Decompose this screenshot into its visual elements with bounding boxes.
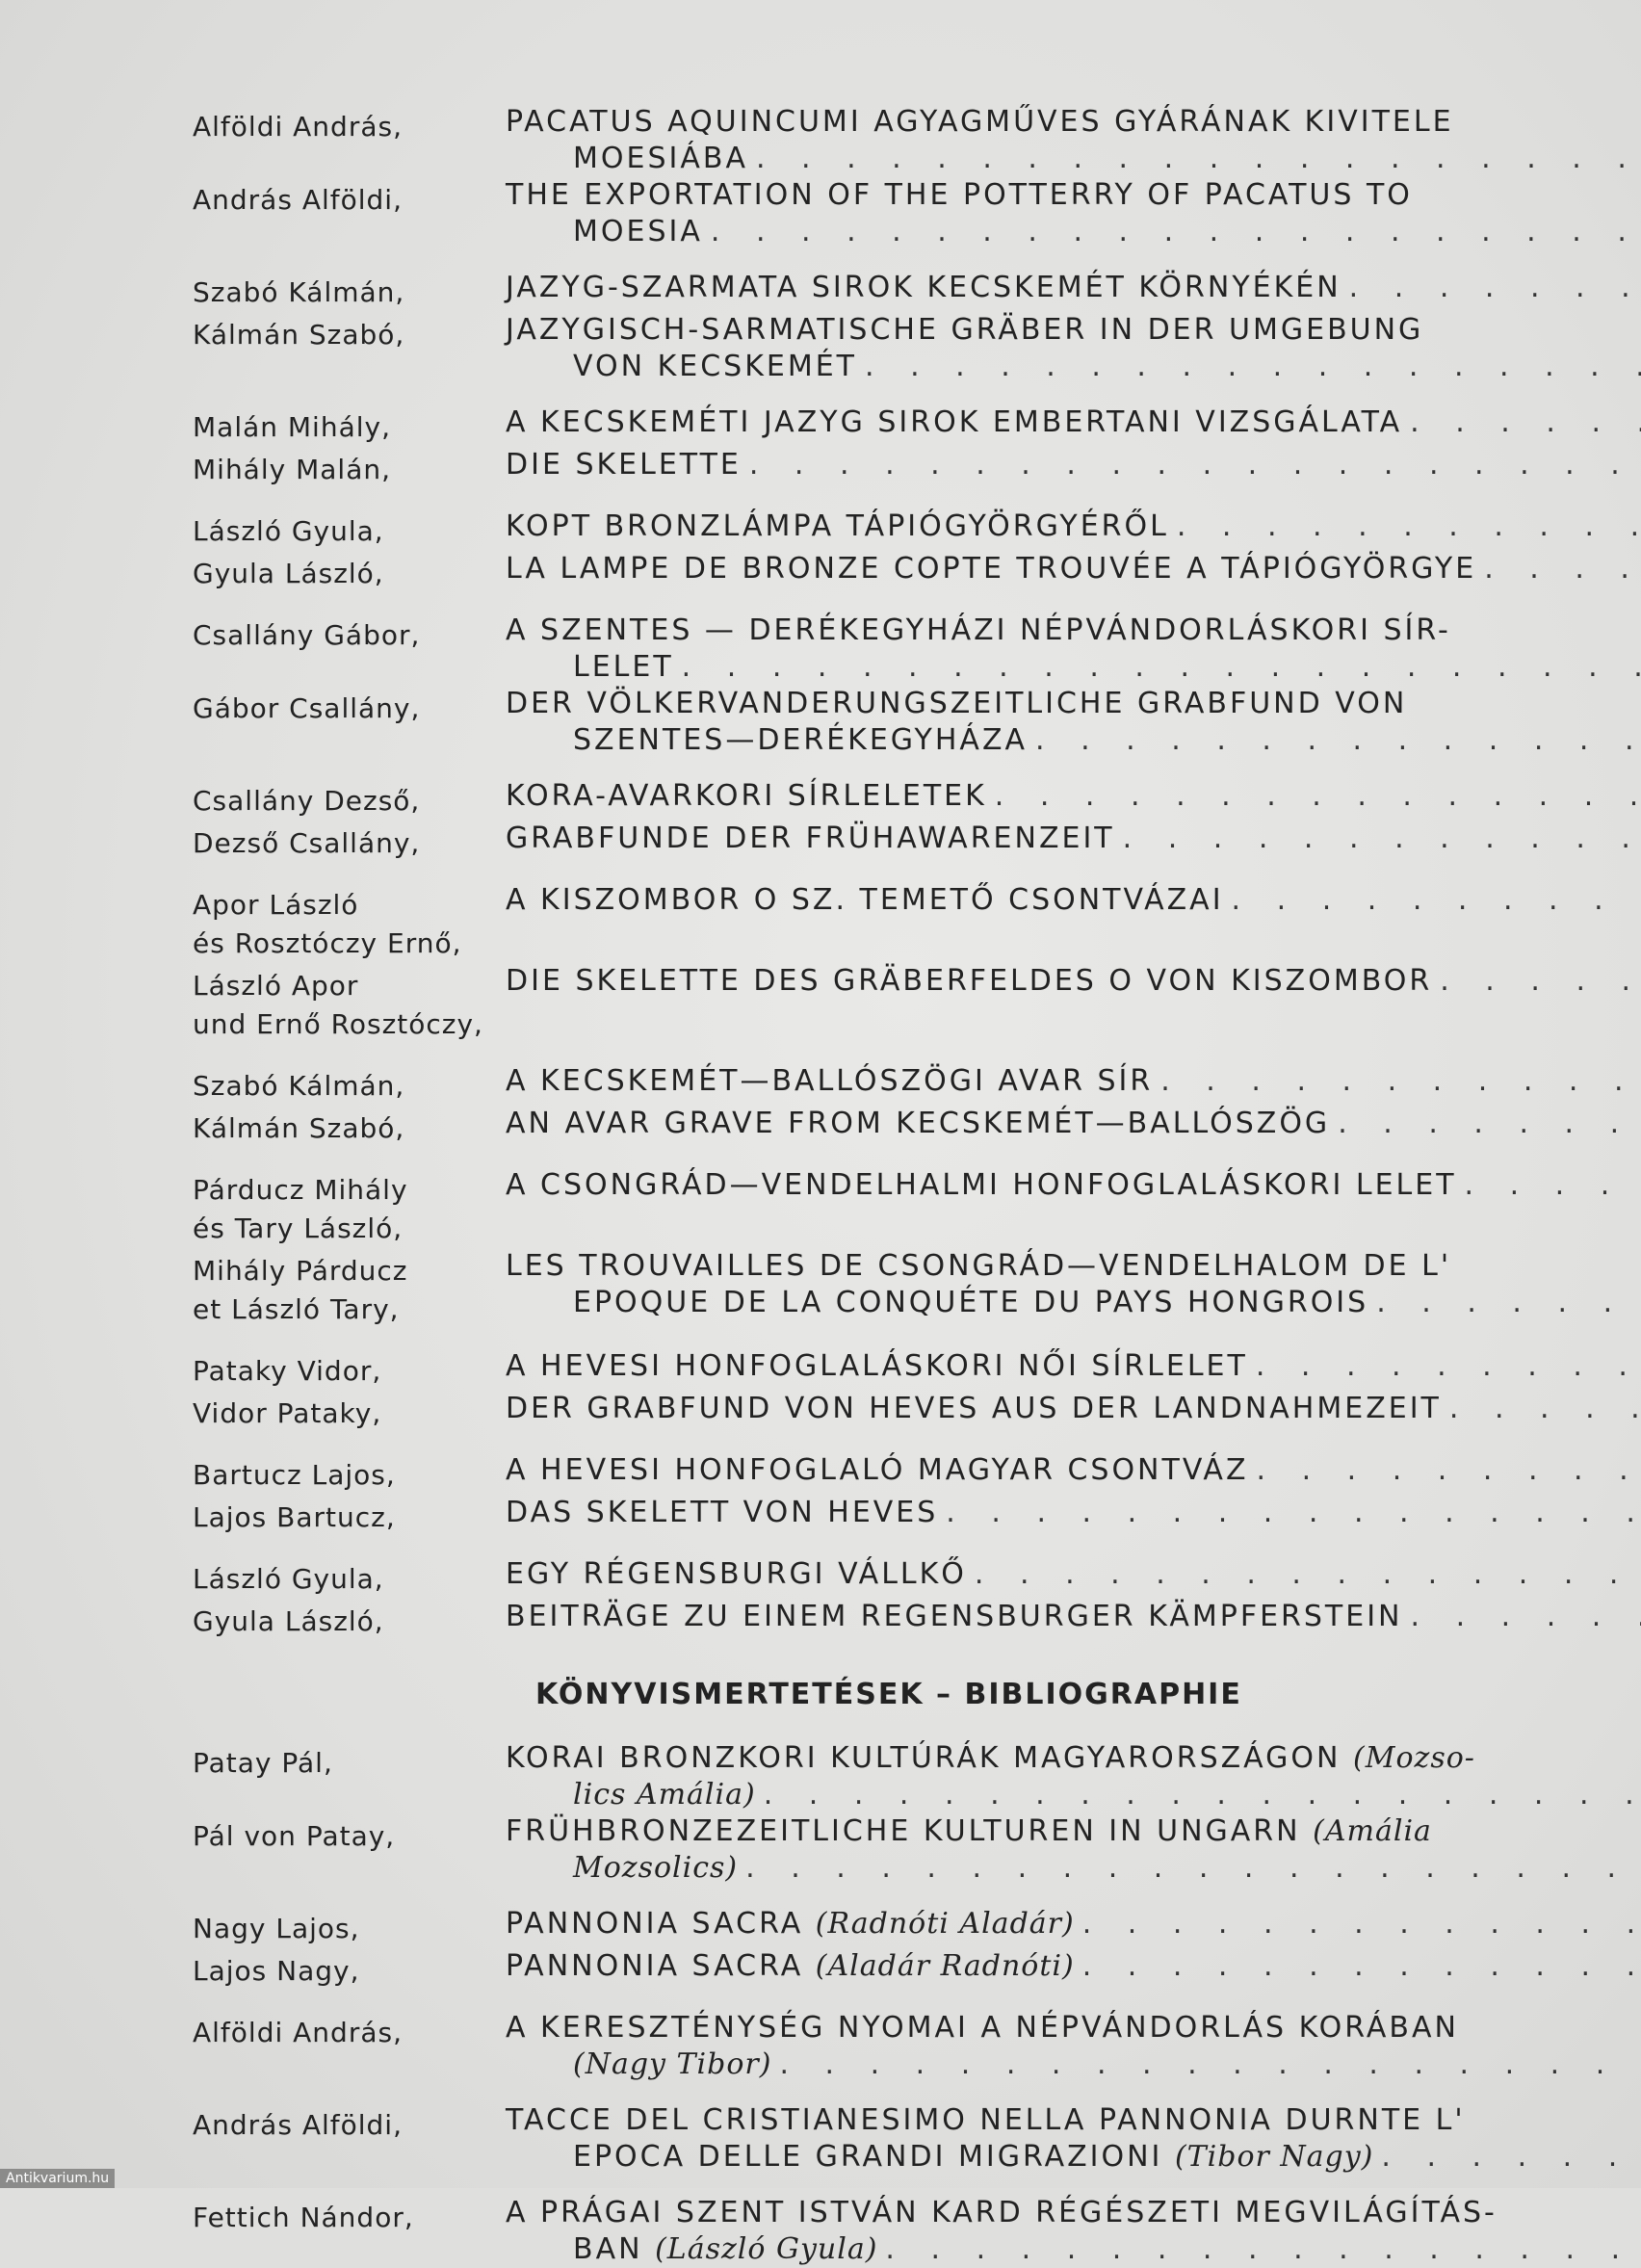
- reviewer: (Aladár Radnóti): [816, 1949, 1075, 1983]
- reviewer: (Radnóti Aladár): [816, 1907, 1075, 1941]
- title-line: [506, 1813, 1641, 1850]
- entry-author: [193, 404, 506, 447]
- entry-title: [506, 821, 1641, 857]
- author-name: Alföldi András,: [193, 2014, 506, 2052]
- author-name: et László Tary,: [193, 1290, 506, 1329]
- toc-entry: [193, 1599, 1570, 1641]
- title-text: KOPT BRONZLÁMPA TÁPIÓGYÖRGYÉRŐL: [506, 508, 1169, 545]
- dot-leader: [885, 2231, 1641, 2268]
- title-line: [506, 1599, 1641, 1635]
- toc-entry: [193, 1106, 1570, 1148]
- dot-leader: [764, 1777, 1641, 1813]
- toc-entry: [193, 270, 1570, 312]
- title-line: [506, 2195, 1641, 2231]
- title-text: [573, 2139, 1373, 2176]
- title-line: [506, 312, 1641, 349]
- title-line: [506, 2231, 1641, 2268]
- title-main: KORAI BRONZKORI KULTÚRÁK MAGYARORSZÁGON: [506, 1741, 1341, 1775]
- title-text: JAZYGISCH-SARMATISCHE GRÄBER IN DER UMGEBUNG: [506, 312, 1423, 349]
- toc-entry: [193, 551, 1570, 593]
- dot-leader: [865, 349, 1641, 385]
- dot-leader: [745, 1850, 1641, 1887]
- title-line: [506, 882, 1641, 919]
- title-main: PANNONIA SACRA: [506, 1907, 803, 1941]
- title-text: DER VÖLKERVANDERUNGSZEITLICHE GRABFUND VON: [506, 686, 1407, 722]
- entry-title: [506, 1452, 1641, 1489]
- title-main: PANNONIA SACRA: [506, 1949, 803, 1983]
- entry-title: [506, 1106, 1641, 1142]
- dot-leader: [1177, 508, 1641, 545]
- title-text: MOESIA: [573, 214, 703, 250]
- title-line: [506, 2139, 1641, 2176]
- title-line: [506, 1285, 1641, 1321]
- author-name: Gyula László,: [193, 1603, 506, 1641]
- author-name: Kálmán Szabó,: [193, 316, 506, 354]
- entry-author: [193, 1495, 506, 1537]
- title-line: [506, 447, 1641, 483]
- toc-entry: [193, 104, 1570, 177]
- dot-leader: [1257, 1452, 1641, 1489]
- author-name: és Rosztóczy Ernő,: [193, 925, 506, 963]
- title-line: [506, 1556, 1641, 1593]
- entry-author: [193, 2195, 506, 2237]
- entry-author: [193, 508, 506, 551]
- author-name: Malán Mihály,: [193, 408, 506, 447]
- title-line: [506, 508, 1641, 545]
- entry-title: [506, 551, 1641, 587]
- toc-entry: [193, 312, 1570, 385]
- entry-author: [193, 821, 506, 863]
- entry-title: [506, 104, 1641, 177]
- bibliography-entry: [193, 1813, 1570, 1887]
- title-line: [506, 349, 1641, 385]
- title-line: [506, 722, 1641, 759]
- dot-leader: [779, 2046, 1641, 2083]
- toc-entry: [193, 1063, 1570, 1106]
- entry-title: [506, 2102, 1641, 2176]
- entry-author: [193, 312, 506, 354]
- entry-author: [193, 2102, 506, 2145]
- entry-author: [193, 1063, 506, 1106]
- author-name: Fettich Nándor,: [193, 2199, 506, 2237]
- author-name: László Apor: [193, 967, 506, 1005]
- author-name: Kálmán Szabó,: [193, 1109, 506, 1148]
- title-line: [506, 2010, 1641, 2046]
- title-text: [573, 2231, 877, 2268]
- title-text: LA LAMPE DE BRONZE COPTE TROUVÉE A TÁPIÓGYÖRGYE: [506, 551, 1476, 587]
- toc-entry: [193, 1248, 1570, 1329]
- title-text: AN AVAR GRAVE FROM KECSKEMÉT—BALLÓSZÖG: [506, 1106, 1330, 1142]
- author-name: Párducz Mihály: [193, 1171, 506, 1210]
- entry-author: [193, 778, 506, 821]
- title-line: [506, 141, 1641, 177]
- title-text: A KECSKEMÉT—BALLÓSZÖGI AVAR SÍR: [506, 1063, 1153, 1100]
- author-name: Szabó Kálmán,: [193, 1067, 506, 1106]
- toc-entry: [193, 1167, 1570, 1248]
- entry-author: [193, 270, 506, 312]
- author-name: András Alföldi,: [193, 2106, 506, 2145]
- title-text: BEITRÄGE ZU EINEM REGENSBURGER KÄMPFERSTEIN: [506, 1599, 1403, 1635]
- dot-leader: [1123, 821, 1641, 857]
- author-name: Csallány Gábor,: [193, 616, 506, 655]
- dot-leader: [1465, 1167, 1641, 1204]
- entry-author: [193, 963, 506, 1044]
- entry-title: [506, 447, 1641, 483]
- author-name: Lajos Nagy,: [193, 1952, 506, 1991]
- title-line: [506, 551, 1641, 587]
- entry-author: [193, 1740, 506, 1783]
- entry-author: [193, 1948, 506, 1991]
- title-main: A PRÁGAI SZENT ISTVÁN KARD RÉGÉSZETI MEGVILÁGÍTÁS-: [506, 2196, 1498, 2229]
- entry-title: [506, 1740, 1641, 1813]
- author-name: Patay Pál,: [193, 1744, 506, 1783]
- entry-author: [193, 1106, 506, 1148]
- title-main: BAN: [573, 2232, 655, 2266]
- title-line: [506, 214, 1641, 250]
- author-name: Pataky Vidor,: [193, 1352, 506, 1391]
- entry-title: [506, 1599, 1641, 1635]
- watermark: Antikvarium.hu: [0, 2169, 115, 2188]
- title-line: [506, 1063, 1641, 1100]
- dot-leader: [1381, 2139, 1641, 2176]
- reviewer: (Amália: [1313, 1814, 1432, 1848]
- entry-author: [193, 2010, 506, 2052]
- entry-title: [506, 1556, 1641, 1593]
- title-text: [506, 1906, 1075, 1942]
- title-text: [506, 2102, 1466, 2139]
- dot-leader: [1440, 963, 1641, 1000]
- author-name: Dezső Csallány,: [193, 824, 506, 863]
- author-name: Gábor Csallány,: [193, 690, 506, 728]
- title-text: JAZYG-SZARMATA SIROK KECSKEMÉT KÖRNYÉKÉN: [506, 270, 1341, 306]
- title-line: [506, 104, 1641, 141]
- dot-leader: [1232, 882, 1641, 919]
- reviewer: (László Gyula): [655, 2232, 877, 2266]
- dot-leader: [995, 778, 1641, 815]
- title-line: [506, 270, 1641, 306]
- dot-leader: [1256, 1348, 1641, 1385]
- author-name: Bartucz Lajos,: [193, 1456, 506, 1495]
- toc-entry: [193, 778, 1570, 821]
- reviewer: (Nagy Tibor): [573, 2047, 771, 2081]
- reviewer: lics Amália): [573, 1778, 756, 1812]
- title-text: DIE SKELETTE: [506, 447, 742, 483]
- title-text: GRABFUNDE DER FRÜHAWARENZEIT: [506, 821, 1115, 857]
- author-name: és Tary László,: [193, 1210, 506, 1248]
- entry-title: [506, 1391, 1641, 1427]
- entry-title: [506, 1348, 1641, 1385]
- entry-title: [506, 1813, 1641, 1887]
- author-name: László Gyula,: [193, 1560, 506, 1599]
- title-text: [506, 1813, 1432, 1850]
- entry-title: [506, 1906, 1641, 1942]
- title-text: A SZENTES — DERÉKEGYHÁZI NÉPVÁNDORLÁSKORI SÍR-: [506, 613, 1451, 649]
- title-text: DAS SKELETT VON HEVES: [506, 1495, 938, 1531]
- title-line: [506, 821, 1641, 857]
- title-line: [506, 686, 1641, 722]
- title-line: [506, 963, 1641, 1000]
- title-line: [506, 2102, 1641, 2139]
- dot-leader: [682, 649, 1641, 686]
- author-name: Apor László: [193, 886, 506, 925]
- title-text: DER GRABFUND VON HEVES AUS DER LANDNAHMEZEIT: [506, 1391, 1442, 1427]
- title-text: MOESIÁBA: [573, 141, 748, 177]
- author-name: László Gyula,: [193, 512, 506, 551]
- entry-author: [193, 1906, 506, 1948]
- entry-author: [193, 1248, 506, 1329]
- entry-author: [193, 551, 506, 593]
- entry-author: [193, 882, 506, 963]
- dot-leader: [1160, 1063, 1641, 1100]
- title-main: TACCE DEL CRISTIANESIMO NELLA PANNONIA DURNTE L': [506, 2103, 1466, 2137]
- title-text: SZENTES—DERÉKEGYHÁZA: [573, 722, 1028, 759]
- dot-leader: [946, 1495, 1641, 1531]
- table-of-contents: [193, 104, 1570, 2268]
- bibliography-entry: [193, 2102, 1570, 2176]
- title-text: DIE SKELETTE DES GRÄBERFELDES O VON KISZOMBOR: [506, 963, 1432, 1000]
- title-line: [506, 1248, 1641, 1285]
- entry-title: [506, 1948, 1641, 1985]
- title-text: VON KECSKEMÉT: [573, 349, 857, 385]
- entry-title: [506, 404, 1641, 441]
- author-name: Pál von Patay,: [193, 1817, 506, 1856]
- author-name: András Alföldi,: [193, 181, 506, 220]
- toc-entry: [193, 1391, 1570, 1433]
- toc-entry: [193, 404, 1570, 447]
- author-name: Mihály Párducz: [193, 1252, 506, 1290]
- entry-author: [193, 1167, 506, 1248]
- title-line: [506, 2046, 1641, 2083]
- title-text: KORA-AVARKORI SÍRLELETEK: [506, 778, 987, 815]
- title-line: [506, 1495, 1641, 1531]
- toc-entry: [193, 177, 1570, 250]
- title-text: [506, 2195, 1498, 2231]
- entry-author: [193, 104, 506, 146]
- title-line: [506, 1850, 1641, 1887]
- title-text: EPOQUE DE LA CONQUÉTE DU PAYS HONGROIS: [573, 1285, 1368, 1321]
- bibliography-entry: [193, 1740, 1570, 1813]
- title-text: [573, 1850, 738, 1887]
- entry-title: [506, 2010, 1641, 2083]
- dot-leader: [1349, 270, 1641, 306]
- dot-leader: [1082, 1906, 1641, 1942]
- bibliography-entry: [193, 1948, 1570, 1991]
- entry-title: [506, 613, 1641, 686]
- entry-title: [506, 1495, 1641, 1531]
- entry-title: [506, 1167, 1641, 1204]
- toc-entry: [193, 508, 1570, 551]
- dot-leader: [1035, 722, 1641, 759]
- dot-leader: [711, 214, 1641, 250]
- toc-entry: [193, 686, 1570, 759]
- bibliography-entry: [193, 1906, 1570, 1948]
- entry-author: [193, 686, 506, 728]
- author-name: Szabó Kálmán,: [193, 274, 506, 312]
- entry-title: [506, 1063, 1641, 1100]
- dot-leader: [1338, 1106, 1641, 1142]
- title-line: [506, 404, 1641, 441]
- entry-title: [506, 312, 1641, 385]
- title-text: [506, 1740, 1475, 1777]
- reviewer: Mozsolics): [573, 1851, 738, 1885]
- title-line: [506, 1348, 1641, 1385]
- title-text: LELET: [573, 649, 674, 686]
- dot-leader: [1449, 1391, 1641, 1427]
- bibliography-entry: [193, 2195, 1570, 2268]
- toc-entry: [193, 1348, 1570, 1391]
- reviewer: (Tibor Nagy): [1175, 2140, 1373, 2174]
- entry-title: [506, 882, 1641, 919]
- entry-author: [193, 1813, 506, 1856]
- author-name: Csallány Dezső,: [193, 782, 506, 821]
- title-line: [506, 177, 1641, 214]
- title-text: A KECSKEMÉTI JAZYG SIROK EMBERTANI VIZSGÁLATA: [506, 404, 1402, 441]
- dot-leader: [1484, 551, 1641, 587]
- toc-entry: [193, 963, 1570, 1044]
- toc-entry: [193, 1556, 1570, 1599]
- title-text: EGY RÉGENSBURGI VÁLLKŐ: [506, 1556, 967, 1593]
- title-line: [506, 778, 1641, 815]
- entry-author: [193, 1452, 506, 1495]
- title-line: [506, 1948, 1641, 1985]
- author-name: und Ernő Rosztóczy,: [193, 1005, 506, 1044]
- entry-author: [193, 1391, 506, 1433]
- author-name: Vidor Pataky,: [193, 1395, 506, 1433]
- dot-leader: [756, 141, 1641, 177]
- title-text: THE EXPORTATION OF THE POTTERRY OF PACATUS TO: [506, 177, 1413, 214]
- entry-title: [506, 2195, 1641, 2268]
- title-line: [506, 1777, 1641, 1813]
- dot-leader: [1411, 1599, 1641, 1635]
- toc-entry: [193, 1495, 1570, 1537]
- entry-author: [193, 177, 506, 220]
- title-line: [506, 649, 1641, 686]
- author-name: Lajos Bartucz,: [193, 1499, 506, 1537]
- title-main: A KERESZTÉNYSÉG NYOMAI A NÉPVÁNDORLÁS KORÁBAN: [506, 2011, 1459, 2045]
- title-main: EPOCA DELLE GRANDI MIGRAZIONI: [573, 2140, 1175, 2174]
- title-line: [506, 1106, 1641, 1142]
- toc-entry: [193, 447, 1570, 489]
- entry-author: [193, 1556, 506, 1599]
- title-text: A KISZOMBOR O SZ. TEMETŐ CSONTVÁZAI: [506, 882, 1224, 919]
- dot-leader: [975, 1556, 1641, 1593]
- author-name: Alföldi András,: [193, 108, 506, 146]
- title-text: PACATUS AQUINCUMI AGYAGMŰVES GYÁRÁNAK KIVITELE: [506, 104, 1454, 141]
- dot-leader: [1410, 404, 1641, 441]
- title-line: [506, 1740, 1641, 1777]
- title-line: [506, 1391, 1641, 1427]
- title-text: [573, 1777, 756, 1813]
- entry-title: [506, 778, 1641, 815]
- entry-title: [506, 177, 1641, 250]
- title-text: A CSONGRÁD—VENDELHALMI HONFOGLALÁSKORI LELET: [506, 1167, 1457, 1204]
- section-heading: KÖNYVISMERTETÉSEK – BIBLIOGRAPHIE: [535, 1678, 1570, 1711]
- entry-title: [506, 1248, 1641, 1321]
- title-line: [506, 1906, 1641, 1942]
- title-text: A HEVESI HONFOGLALÁSKORI NŐI SÍRLELET: [506, 1348, 1248, 1385]
- title-line: [506, 1452, 1641, 1489]
- dot-leader: [1082, 1948, 1641, 1985]
- title-line: [506, 1167, 1641, 1204]
- entry-author: [193, 1599, 506, 1641]
- author-name: Nagy Lajos,: [193, 1910, 506, 1948]
- toc-entry: [193, 1452, 1570, 1495]
- title-text: [506, 1948, 1075, 1985]
- entry-title: [506, 686, 1641, 759]
- title-text: [573, 2046, 771, 2083]
- author-name: Gyula László,: [193, 555, 506, 593]
- toc-entry: [193, 613, 1570, 686]
- title-text: A HEVESI HONFOGLALÓ MAGYAR CSONTVÁZ: [506, 1452, 1249, 1489]
- dot-leader: [1376, 1285, 1641, 1321]
- entry-title: [506, 508, 1641, 545]
- entry-author: [193, 1348, 506, 1391]
- title-main: FRÜHBRONZEZEITLICHE KULTUREN IN UNGARN: [506, 1814, 1301, 1848]
- bibliography-entry: [193, 2010, 1570, 2083]
- reviewer: (Mozso-: [1353, 1741, 1475, 1775]
- title-text: [506, 2010, 1459, 2046]
- entry-author: [193, 447, 506, 489]
- entry-title: [506, 963, 1641, 1000]
- entry-author: [193, 613, 506, 655]
- toc-entry: [193, 821, 1570, 863]
- title-text: LES TROUVAILLES DE CSONGRÁD—VENDELHALOM DE L': [506, 1248, 1451, 1285]
- dot-leader: [749, 447, 1641, 483]
- author-name: Mihály Malán,: [193, 451, 506, 489]
- toc-entry: [193, 882, 1570, 963]
- title-line: [506, 613, 1641, 649]
- entry-title: [506, 270, 1641, 306]
